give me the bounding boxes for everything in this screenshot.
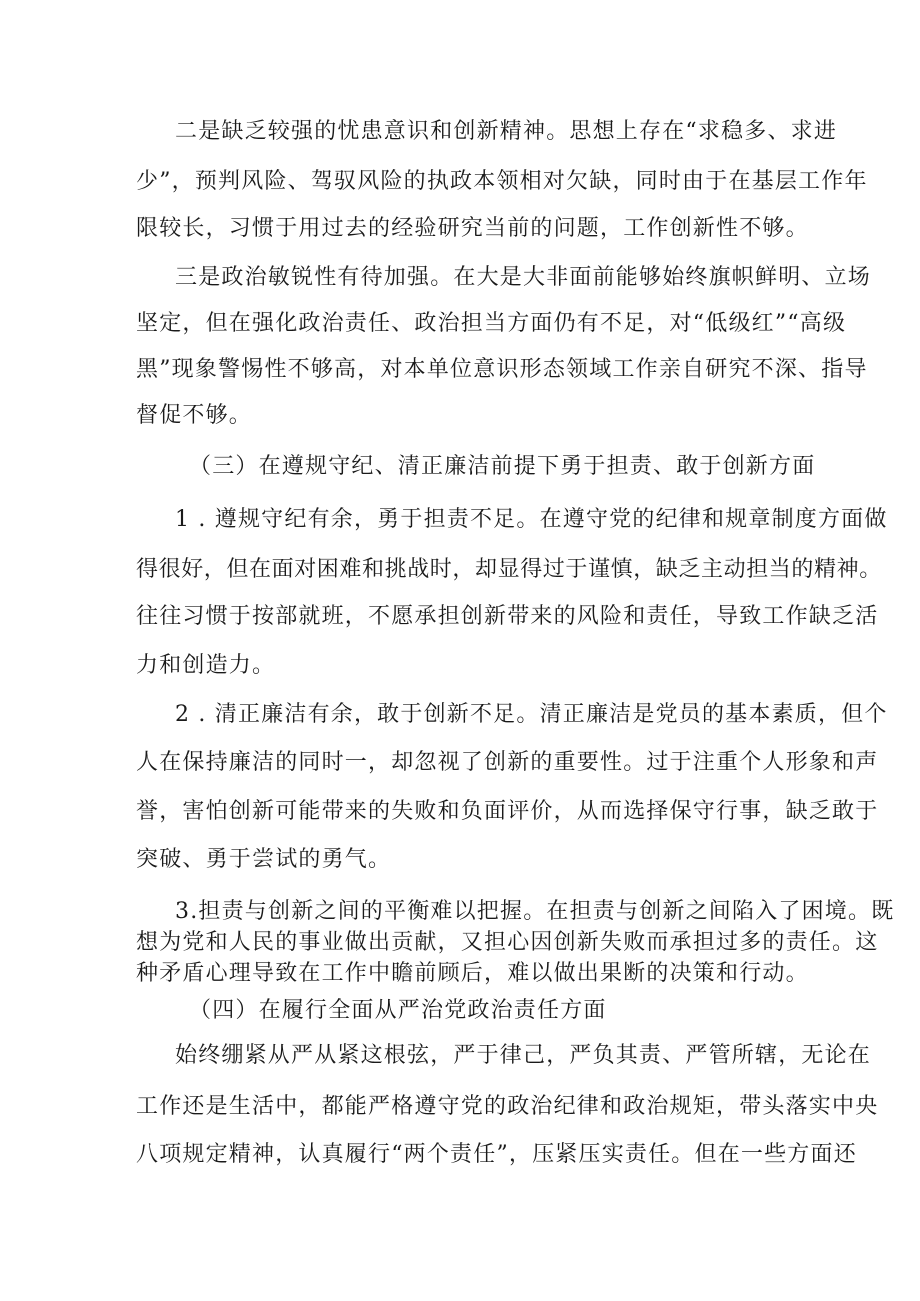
item-2-line-1: 2 . 清正廉洁有余，敢于创新不足。清正廉洁是党员的基本素质，但个 [175,702,888,727]
item-2-line-2: 人在保持廉洁的同时一，却忽视了创新的重要性。过于注重个人形象和声 [136,750,879,775]
paragraph-1-line-3: 限较长，习惯于用过去的经验研究当前的问题，工作创新性不够。 [136,216,809,241]
item-2-line-3: 誉，害怕创新可能带来的失败和负面评价，从而选择保守行事，缺乏敢于 [136,799,879,824]
item-2-line-4: 突破、勇于尝试的勇气。 [136,847,392,872]
item-3-line-1: 3.担责与创新之间的平衡难以把握。在担责与创新之间陷入了困境。既 [175,899,895,924]
section-heading-4: （四）在履行全面从严治党政治责任方面 [189,998,607,1023]
item-1-line-3: 往往习惯于按部就班，不愿承担创新带来的风险和责任，导致工作缺乏活 [136,604,879,629]
paragraph-1-line-2: 少”，预判风险、驾驭风险的执政本领相对欠缺，同时由于在基层工作年 [136,169,868,194]
item-1-line-4: 力和创造力。 [136,653,276,678]
item-1-line-1: 1 . 遵规守纪有余，勇于担责不足。在遵守党的纪律和规章制度方面做 [175,507,888,532]
paragraph-2-line-1: 三是政治敏锐性有待加强。在大是大非面前能够始终旗帜鲜明、立场 [175,265,872,290]
paragraph-2-line-4: 督促不够。 [136,403,253,428]
closing-paragraph-line-3: 八项规定精神，认真履行“两个责任”，压紧压实责任。但在一些方面还 [136,1142,857,1167]
paragraph-1-line-1: 二是缺乏较强的忧患意识和创新精神。思想上存在“求稳多、求进 [175,119,838,144]
paragraph-2-line-2: 坚定，但在强化政治责任、政治担当方面仍有不足，对“低级红”“高级 [136,311,847,336]
closing-paragraph-line-2: 工作还是生活中，都能严格遵守党的政治纪律和政治规矩，带头落实中央 [136,1094,879,1119]
paragraph-2-line-3: 黑”现象警惕性不够高，对本单位意识形态领域工作亲自研究不深、指导 [136,357,868,382]
section-heading-3: （三）在遵规守纪、清正廉洁前提下勇于担责、敢于创新方面 [189,454,816,479]
item-3-line-2: 想为党和人民的事业做出贡献，又担心因创新失败而承担过多的责任。这 [136,930,879,955]
item-3-line-3: 种矛盾心理导致在工作中瞻前顾后，难以做出果断的决策和行动。 [136,961,809,986]
item-1-line-2: 得很好，但在面对困难和挑战时，却显得过于谨慎，缺乏主动担当的精神。 [136,557,882,582]
closing-paragraph-line-1: 始终绷紧从严从紧这根弦，严于律己，严负其责、严管所辖，无论在 [175,1043,872,1068]
